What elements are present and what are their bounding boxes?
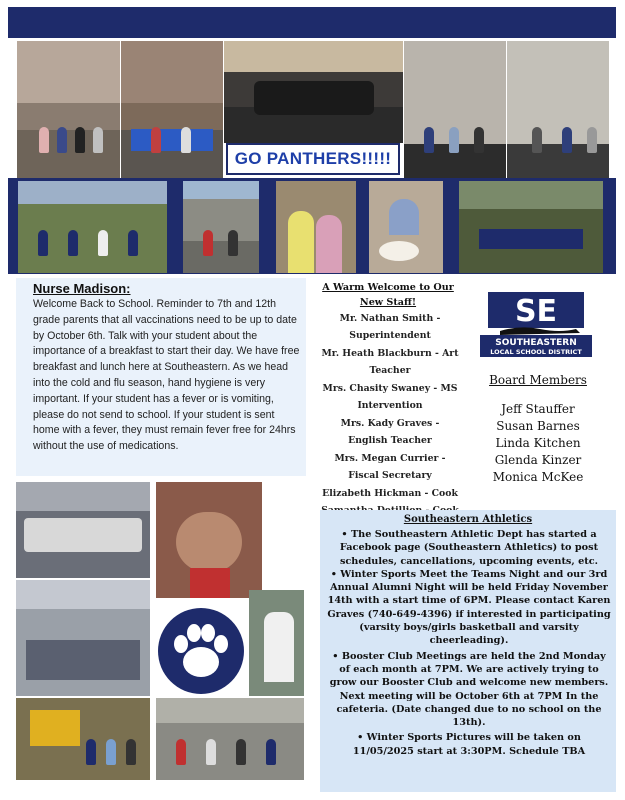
photo-student-breakfast	[369, 181, 443, 273]
athletics-item: • Winter Sports Meet the Teams Night and our 3rd Annual Alumni Night will be held Friday November 14th with a start time of 6PM. Please contact Karen Graves (740-649-4396) if interested in participating (varsity boys/girls basketball and varsity cheerleading).	[327, 568, 611, 647]
athletics-item-text: Winter Sports Pictures will be taken on 11/05/2025 start at 3:30PM. Schedule TBA	[352, 732, 586, 757]
board-title: Board Members	[489, 373, 587, 387]
photo-football-player	[249, 590, 304, 696]
athletics-item: • The Southeastern Athletic Dept has started a Facebook page (Southeastern Athletics) to post schedules, cancellations, upcoming events, etc.	[339, 529, 599, 567]
photo-students-hugging	[276, 181, 356, 273]
board-member: Glenda Kinzer	[494, 453, 582, 467]
welcome-title: A Warm Welcome to Our New Staff!	[322, 282, 454, 308]
paw-logo	[156, 606, 246, 696]
photo-school-building	[183, 181, 259, 273]
photo-band-banner	[459, 181, 603, 273]
photo-students-entrance	[17, 41, 120, 178]
board-member: Monica McKee	[492, 470, 584, 484]
athletics-item: • Booster Club Meetings are held the 2nd Monday of each month at 7PM. We are actively trying to grow our Booster Club and welcome new members. Next meeting will be October 6th at 7PM In the cafeteria. (Date changed due to no school on the 13th).	[329, 650, 609, 729]
school-logo	[480, 291, 592, 357]
photo-team-group	[224, 41, 403, 143]
photo-classroom	[16, 580, 150, 696]
staff-entry: Elizabeth Hickman - Cook	[322, 488, 458, 499]
board-member: Susan Barnes	[496, 419, 580, 433]
photo-gym-group	[16, 482, 150, 578]
board-member: Jeff Stauffer	[501, 402, 575, 416]
photo-school-event	[156, 698, 304, 780]
staff-entry: Mrs. Megan Currier - Fiscal Secretary	[334, 453, 446, 481]
staff-entry: Mrs. Kady Graves - English Teacher	[340, 418, 440, 446]
staff-list	[320, 311, 460, 519]
top-banner	[8, 7, 616, 38]
athletics-list	[326, 528, 612, 758]
staff-entry: Mr. Nathan Smith - Superintendent	[339, 313, 441, 341]
photo-hallway-students	[16, 698, 150, 780]
board-member: Linda Kitchen	[495, 436, 581, 450]
logo-name: SOUTHEASTERN	[495, 338, 577, 348]
athletics-item: • Winter Sports Pictures will be taken on 11/05/2025 start at 3:30PM. Schedule TBA	[352, 732, 586, 757]
photo-marching-band	[18, 181, 167, 273]
athletics-title: Southeastern Athletics	[403, 514, 533, 525]
nurse-message: Welcome Back to School. Reminder to 7th and 12th grade parents that all vaccinations need to be up to date by October 6th. Talk with your student about the importance of a breakfast to start their day. We have free breakfast and lunch here at Southeastern. As we head into the cold and flu season, hand hygiene is very important. If your student has a fever or is vomiting, please do not send to school. If your student is sent home with a fever, they must remain fever free for 24hrs without the use of medications.	[33, 298, 300, 453]
photo-group-selfie	[156, 482, 262, 598]
photo-hallway-2	[507, 41, 609, 178]
photo-hallway-1	[404, 41, 506, 178]
go-panthers-banner: GO PANTHERS!!!!!	[226, 143, 400, 175]
nurse-title: Nurse Madison:	[33, 281, 131, 296]
board-list	[478, 401, 598, 486]
logo-letters: SE	[514, 294, 558, 329]
paw-icon	[156, 606, 246, 696]
photo-picnic-table	[121, 41, 223, 178]
athletics-item-text: The Southeastern Athletic Dept has started a Facebook page (Southeastern Athletics) to post schedules, cancellations, upcoming events, etc.	[339, 529, 599, 567]
athletics-item-text: Booster Club Meetings are held the 2nd Monday of each month at 7PM. We are actively trying to grow our Booster Club and welcome new members. Next meeting will be October 6th at 7PM In the cafeteria. (Date changed due to no school on the 13th).	[329, 650, 609, 729]
logo-district: LOCAL SCHOOL DISTRICT	[490, 348, 582, 356]
staff-entry: Mr. Heath Blackburn - Art Teacher	[321, 348, 459, 376]
staff-entry: Mrs. Chasity Swaney - MS Intervention	[322, 383, 458, 411]
athletics-item-text: Winter Sports Meet the Teams Night and our 3rd Annual Alumni Night will be held Friday November 14th with a start time of 6PM. Please contact Karen Graves (740-649-4396) if interested in participating (varsity boys/girls basketball and varsity cheerleading).	[327, 568, 611, 647]
